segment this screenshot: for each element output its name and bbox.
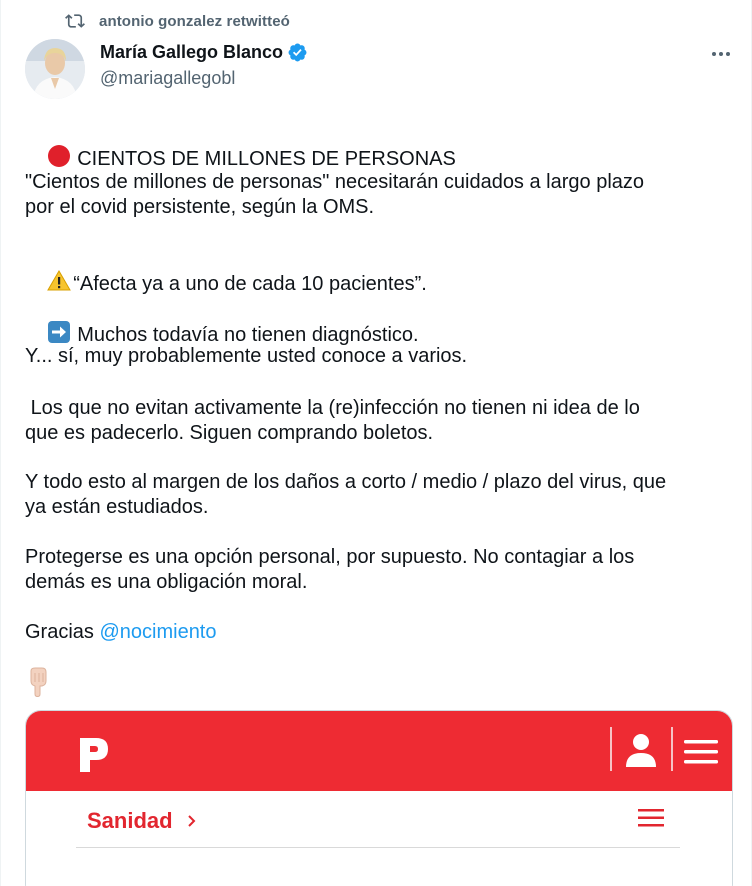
more-icon[interactable] (709, 42, 733, 66)
tweet-paragraph-5: Los que no evitan activamente la (re)infección no tienen ni idea de lo que es padecerlo. Siguen comprando boletos. (25, 397, 640, 444)
avatar-image (25, 39, 85, 99)
retweet-context[interactable] (65, 10, 290, 32)
section-menu-icon[interactable] (638, 808, 664, 828)
author-handle[interactable]: @mariagallegobl (100, 68, 236, 88)
tweet-paragraph-6: Y todo esto al margen de los daños a corto / medio / plazo del virus, que ya están estudiados. (25, 471, 667, 518)
media-card[interactable] (25, 710, 733, 886)
red-circle-emoji-icon (47, 144, 71, 168)
header-divider-2 (671, 727, 673, 771)
section-link[interactable] (87, 808, 199, 834)
pointing-down-hand-icon (25, 667, 51, 697)
right-arrow-emoji-icon (47, 320, 71, 344)
avatar[interactable] (25, 39, 85, 99)
section-divider (76, 847, 680, 848)
thanks-text: Gracias (25, 621, 100, 643)
tweet-paragraph-2: “Afecta ya a uno de cada 10 pacientes”. (73, 273, 427, 295)
publico-logo-icon[interactable] (78, 736, 112, 774)
tweet-headline: CIENTOS DE MILLONES DE PERSONAS (77, 148, 456, 170)
retweet-label: antonio gonzalez retwitteó (99, 12, 290, 30)
verified-badge-icon (287, 42, 308, 63)
mention-link[interactable]: @nocimiento (99, 621, 217, 643)
tweet-paragraph-3: Muchos todavía no tienen diagnóstico. (77, 324, 419, 346)
author-name-row[interactable] (100, 42, 308, 63)
header-divider (610, 727, 612, 771)
warning-emoji-icon (47, 269, 71, 293)
tweet-thanks-line (25, 620, 735, 645)
site-header (26, 711, 733, 791)
user-icon[interactable] (624, 731, 658, 769)
section-bar (26, 791, 733, 886)
menu-icon[interactable] (684, 739, 718, 765)
tweet-paragraph-4: Y... sí, muy probablemente usted conoce a varios. (25, 345, 468, 367)
tweet-paragraph-1: "Cientos de millones de personas" necesitarán cuidados a largo plazo por el covid persistente, según la OMS. (25, 171, 645, 218)
chevron-right-icon (185, 814, 199, 828)
display-name[interactable]: María Gallego Blanco (100, 42, 284, 62)
section-label: Sanidad (87, 808, 173, 833)
retweet-icon (65, 11, 85, 31)
tweet-paragraph-7: Protegerse es una opción personal, por supuesto. No contagiar a los demás es una obligación moral. (25, 546, 635, 593)
